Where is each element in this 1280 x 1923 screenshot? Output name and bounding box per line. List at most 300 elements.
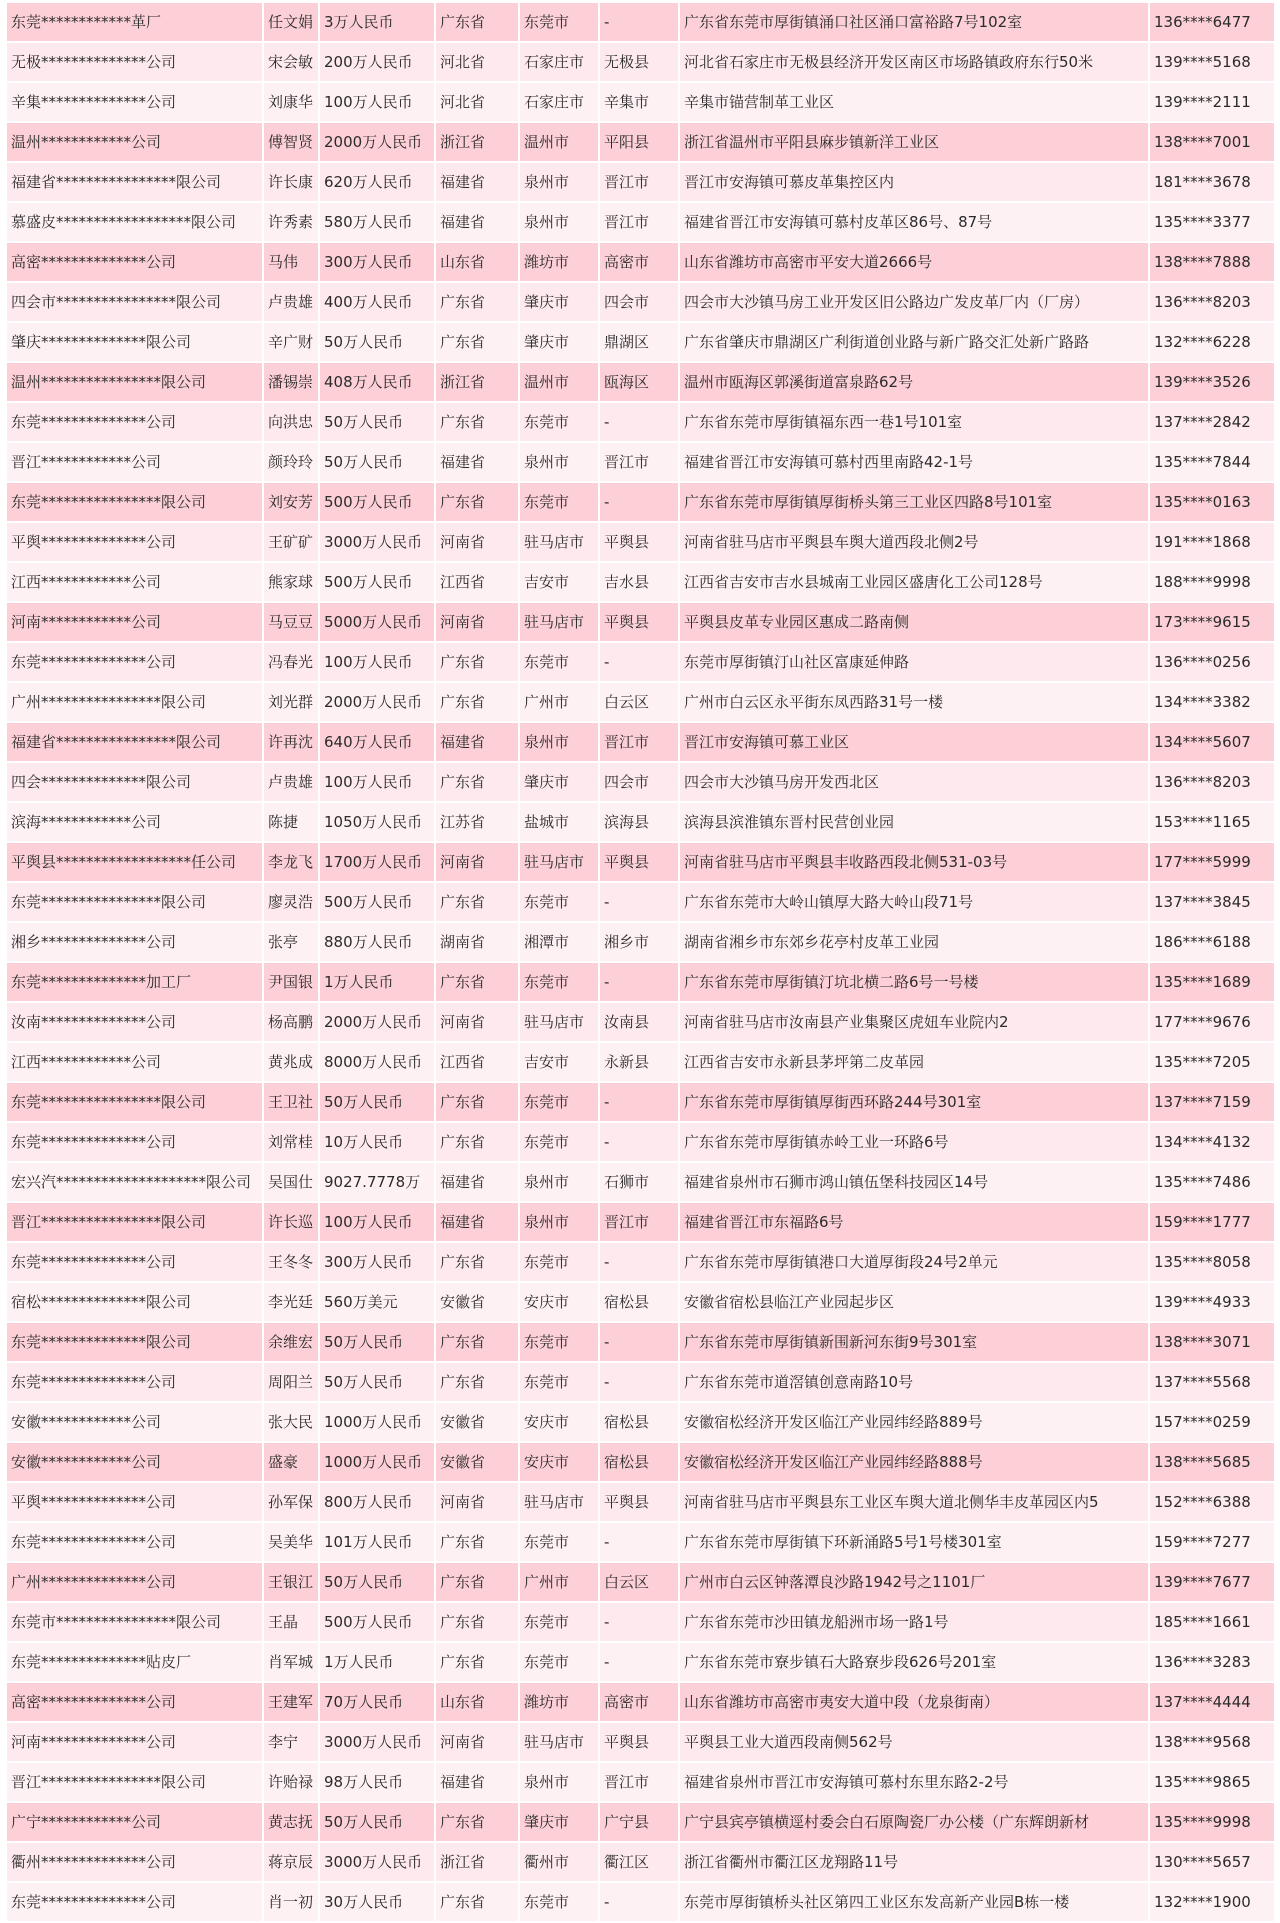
table-row <box>7 363 1274 403</box>
table-row <box>7 403 1274 443</box>
legal-person-cell: 尹国银 <box>264 963 320 1003</box>
registered-capital-cell: 300万人民币 <box>320 1243 436 1283</box>
table-row <box>7 603 1274 643</box>
company-name-cell: 福建省****************限公司 <box>7 723 264 763</box>
legal-person-cell: 马伟 <box>264 243 320 283</box>
company-name-cell: 安徽************公司 <box>7 1443 264 1483</box>
city-cell: 东莞市 <box>520 1603 600 1643</box>
company-name-cell: 湘乡**************公司 <box>7 923 264 963</box>
company-name-cell: 东莞市****************限公司 <box>7 1603 264 1643</box>
phone-cell: 137****3845 <box>1150 883 1274 923</box>
phone-cell: 173****9615 <box>1150 603 1274 643</box>
company-name-cell: 安徽************公司 <box>7 1403 264 1443</box>
registered-capital-cell: 100万人民币 <box>320 763 436 803</box>
table-row <box>7 43 1274 83</box>
registered-capital-cell: 50万人民币 <box>320 1563 436 1603</box>
city-cell: 驻马店市 <box>520 603 600 643</box>
legal-person-cell: 熊家球 <box>264 563 320 603</box>
table-row <box>7 1603 1274 1643</box>
registered-capital-cell: 5000万人民币 <box>320 603 436 643</box>
registered-capital-cell: 2000万人民币 <box>320 123 436 163</box>
district-cell: - <box>600 3 680 43</box>
table-row <box>7 1363 1274 1403</box>
district-cell: 永新县 <box>600 1043 680 1083</box>
registered-capital-cell: 50万人民币 <box>320 1363 436 1403</box>
registered-capital-cell: 880万人民币 <box>320 923 436 963</box>
city-cell: 泉州市 <box>520 1763 600 1803</box>
registered-capital-cell: 50万人民币 <box>320 1803 436 1843</box>
province-cell: 广东省 <box>436 1883 520 1923</box>
legal-person-cell: 黄兆成 <box>264 1043 320 1083</box>
district-cell: 晋江市 <box>600 163 680 203</box>
address-cell: 福建省晋江市安海镇可慕村皮革区86号、87号 <box>680 203 1150 243</box>
registered-capital-cell: 30万人民币 <box>320 1883 436 1923</box>
address-cell: 安徽省宿松县临江产业园起步区 <box>680 1283 1150 1323</box>
city-cell: 潍坊市 <box>520 243 600 283</box>
registered-capital-cell: 620万人民币 <box>320 163 436 203</box>
address-cell: 广东省东莞市厚街镇港口大道厚街段24号2单元 <box>680 1243 1150 1283</box>
legal-person-cell: 宋会敏 <box>264 43 320 83</box>
city-cell: 东莞市 <box>520 1523 600 1563</box>
province-cell: 湖南省 <box>436 923 520 963</box>
table-row <box>7 1843 1274 1883</box>
province-cell: 福建省 <box>436 443 520 483</box>
registered-capital-cell: 50万人民币 <box>320 323 436 363</box>
address-cell: 河南省驻马店市平舆县丰收路西段北侧531-03号 <box>680 843 1150 883</box>
address-cell: 广东省肇庆市鼎湖区广利街道创业路与新广路交汇处新广路路 <box>680 323 1150 363</box>
legal-person-cell: 王晶 <box>264 1603 320 1643</box>
company-name-cell: 晋江************公司 <box>7 443 264 483</box>
province-cell: 浙江省 <box>436 123 520 163</box>
company-name-cell: 江西************公司 <box>7 563 264 603</box>
address-cell: 安徽宿松经济开发区临江产业园纬经路889号 <box>680 1403 1150 1443</box>
company-name-cell: 温州****************限公司 <box>7 363 264 403</box>
phone-cell: 135****3377 <box>1150 203 1274 243</box>
city-cell: 东莞市 <box>520 1323 600 1363</box>
legal-person-cell: 许贻禄 <box>264 1763 320 1803</box>
registered-capital-cell: 100万人民币 <box>320 83 436 123</box>
phone-cell: 153****1165 <box>1150 803 1274 843</box>
table-row <box>7 1683 1274 1723</box>
province-cell: 浙江省 <box>436 363 520 403</box>
address-cell: 福建省泉州市晋江市安海镇可慕村东里东路2-2号 <box>680 1763 1150 1803</box>
table-row <box>7 883 1274 923</box>
registered-capital-cell: 3000万人民币 <box>320 1843 436 1883</box>
address-cell: 广东省东莞市厚街镇福东西一巷1号101室 <box>680 403 1150 443</box>
province-cell: 福建省 <box>436 723 520 763</box>
company-name-cell: 宿松**************限公司 <box>7 1283 264 1323</box>
legal-person-cell: 张亭 <box>264 923 320 963</box>
province-cell: 广东省 <box>436 1603 520 1643</box>
registered-capital-cell: 70万人民币 <box>320 1683 436 1723</box>
company-name-cell: 河南************公司 <box>7 603 264 643</box>
phone-cell: 137****7159 <box>1150 1083 1274 1123</box>
table-row <box>7 1043 1274 1083</box>
table-row <box>7 163 1274 203</box>
city-cell: 泉州市 <box>520 203 600 243</box>
province-cell: 广东省 <box>436 483 520 523</box>
district-cell: - <box>600 1603 680 1643</box>
district-cell: 宿松县 <box>600 1403 680 1443</box>
city-cell: 泉州市 <box>520 163 600 203</box>
city-cell: 肇庆市 <box>520 323 600 363</box>
phone-cell: 139****4933 <box>1150 1283 1274 1323</box>
district-cell: - <box>600 1123 680 1163</box>
registered-capital-cell: 50万人民币 <box>320 443 436 483</box>
city-cell: 驻马店市 <box>520 1483 600 1523</box>
table-row <box>7 3 1274 43</box>
registered-capital-cell: 9027.7778万 <box>320 1163 436 1203</box>
phone-cell: 134****5607 <box>1150 723 1274 763</box>
legal-person-cell: 吴美华 <box>264 1523 320 1563</box>
province-cell: 广东省 <box>436 1323 520 1363</box>
company-name-cell: 广宁************公司 <box>7 1803 264 1843</box>
address-cell: 河南省驻马店市平舆县车舆大道西段北侧2号 <box>680 523 1150 563</box>
district-cell: 瓯海区 <box>600 363 680 403</box>
phone-cell: 138****5685 <box>1150 1443 1274 1483</box>
phone-cell: 137****5568 <box>1150 1363 1274 1403</box>
city-cell: 潍坊市 <box>520 1683 600 1723</box>
company-name-cell: 肇庆**************限公司 <box>7 323 264 363</box>
address-cell: 广东省东莞市厚街镇汀坑北横二路6号一号楼 <box>680 963 1150 1003</box>
province-cell: 江苏省 <box>436 803 520 843</box>
table-row <box>7 123 1274 163</box>
table-row <box>7 483 1274 523</box>
phone-cell: 138****7888 <box>1150 243 1274 283</box>
province-cell: 广东省 <box>436 683 520 723</box>
province-cell: 江西省 <box>436 1043 520 1083</box>
table-row <box>7 1003 1274 1043</box>
company-name-cell: 晋江****************限公司 <box>7 1763 264 1803</box>
company-name-cell: 东莞**************公司 <box>7 1243 264 1283</box>
legal-person-cell: 刘安芳 <box>264 483 320 523</box>
province-cell: 安徽省 <box>436 1443 520 1483</box>
legal-person-cell: 王银江 <box>264 1563 320 1603</box>
phone-cell: 138****9568 <box>1150 1723 1274 1763</box>
phone-cell: 191****1868 <box>1150 523 1274 563</box>
phone-cell: 132****1900 <box>1150 1883 1274 1923</box>
registered-capital-cell: 400万人民币 <box>320 283 436 323</box>
city-cell: 石家庄市 <box>520 43 600 83</box>
registered-capital-cell: 50万人民币 <box>320 1083 436 1123</box>
company-table <box>7 3 1274 1923</box>
phone-cell: 137****4444 <box>1150 1683 1274 1723</box>
legal-person-cell: 卢贵雄 <box>264 763 320 803</box>
province-cell: 山东省 <box>436 243 520 283</box>
table-row <box>7 643 1274 683</box>
address-cell: 安徽宿松经济开发区临江产业园纬经路888号 <box>680 1443 1150 1483</box>
legal-person-cell: 刘常桂 <box>264 1123 320 1163</box>
city-cell: 温州市 <box>520 363 600 403</box>
phone-cell: 138****3071 <box>1150 1323 1274 1363</box>
address-cell: 福建省晋江市安海镇可慕村西里南路42-1号 <box>680 443 1150 483</box>
phone-cell: 136****8203 <box>1150 763 1274 803</box>
table-row <box>7 1403 1274 1443</box>
province-cell: 福建省 <box>436 1203 520 1243</box>
table-row <box>7 683 1274 723</box>
address-cell: 东莞市厚街镇汀山社区富康延伸路 <box>680 643 1150 683</box>
legal-person-cell: 李光廷 <box>264 1283 320 1323</box>
registered-capital-cell: 100万人民币 <box>320 1203 436 1243</box>
company-name-cell: 温州************公司 <box>7 123 264 163</box>
registered-capital-cell: 1万人民币 <box>320 963 436 1003</box>
legal-person-cell: 任文娟 <box>264 3 320 43</box>
district-cell: 汝南县 <box>600 1003 680 1043</box>
province-cell: 广东省 <box>436 1803 520 1843</box>
address-cell: 广东省东莞市厚街镇下环新涌路5号1号楼301室 <box>680 1523 1150 1563</box>
city-cell: 泉州市 <box>520 1163 600 1203</box>
city-cell: 东莞市 <box>520 1083 600 1123</box>
province-cell: 福建省 <box>436 163 520 203</box>
address-cell: 广宁县宾亭镇横逕村委会白石原陶瓷厂办公楼（广东辉朗新材 <box>680 1803 1150 1843</box>
legal-person-cell: 陈捷 <box>264 803 320 843</box>
phone-cell: 185****1661 <box>1150 1603 1274 1643</box>
company-name-cell: 东莞**************公司 <box>7 1523 264 1563</box>
city-cell: 广州市 <box>520 683 600 723</box>
district-cell: - <box>600 1323 680 1363</box>
company-name-cell: 晋江****************限公司 <box>7 1203 264 1243</box>
province-cell: 河南省 <box>436 1003 520 1043</box>
city-cell: 东莞市 <box>520 1123 600 1163</box>
company-name-cell: 广州**************公司 <box>7 1563 264 1603</box>
registered-capital-cell: 640万人民币 <box>320 723 436 763</box>
city-cell: 石家庄市 <box>520 83 600 123</box>
district-cell: 晋江市 <box>600 1763 680 1803</box>
phone-cell: 135****7844 <box>1150 443 1274 483</box>
phone-cell: 139****3526 <box>1150 363 1274 403</box>
legal-person-cell: 王建军 <box>264 1683 320 1723</box>
city-cell: 驻马店市 <box>520 1723 600 1763</box>
district-cell: - <box>600 1243 680 1283</box>
company-name-cell: 平舆县******************任公司 <box>7 843 264 883</box>
company-name-cell: 东莞**************贴皮厂 <box>7 1643 264 1683</box>
table-row <box>7 843 1274 883</box>
address-cell: 河南省驻马店市平舆县东工业区车舆大道北侧华丰皮革园区内5 <box>680 1483 1150 1523</box>
phone-cell: 186****6188 <box>1150 923 1274 963</box>
district-cell: 无极县 <box>600 43 680 83</box>
province-cell: 广东省 <box>436 1363 520 1403</box>
legal-person-cell: 周阳兰 <box>264 1363 320 1403</box>
registered-capital-cell: 200万人民币 <box>320 43 436 83</box>
address-cell: 平舆县工业大道西段南侧562号 <box>680 1723 1150 1763</box>
legal-person-cell: 冯春光 <box>264 643 320 683</box>
legal-person-cell: 李宁 <box>264 1723 320 1763</box>
province-cell: 广东省 <box>436 283 520 323</box>
province-cell: 广东省 <box>436 1643 520 1683</box>
phone-cell: 177****5999 <box>1150 843 1274 883</box>
city-cell: 东莞市 <box>520 403 600 443</box>
province-cell: 广东省 <box>436 1083 520 1123</box>
table-row <box>7 1483 1274 1523</box>
registered-capital-cell: 500万人民币 <box>320 883 436 923</box>
city-cell: 驻马店市 <box>520 1003 600 1043</box>
registered-capital-cell: 1700万人民币 <box>320 843 436 883</box>
phone-cell: 130****5657 <box>1150 1843 1274 1883</box>
company-name-cell: 东莞**************公司 <box>7 643 264 683</box>
address-cell: 广东省东莞市大岭山镇厚大路大岭山段71号 <box>680 883 1150 923</box>
table-row <box>7 203 1274 243</box>
table-row <box>7 323 1274 363</box>
district-cell: 高密市 <box>600 243 680 283</box>
city-cell: 吉安市 <box>520 1043 600 1083</box>
registered-capital-cell: 300万人民币 <box>320 243 436 283</box>
district-cell: 宿松县 <box>600 1283 680 1323</box>
legal-person-cell: 颜玲玲 <box>264 443 320 483</box>
phone-cell: 157****0259 <box>1150 1403 1274 1443</box>
district-cell: 宿松县 <box>600 1443 680 1483</box>
province-cell: 河南省 <box>436 843 520 883</box>
address-cell: 广东省东莞市厚街镇厚街西环路244号301室 <box>680 1083 1150 1123</box>
phone-cell: 135****7486 <box>1150 1163 1274 1203</box>
province-cell: 福建省 <box>436 203 520 243</box>
legal-person-cell: 许长康 <box>264 163 320 203</box>
registered-capital-cell: 100万人民币 <box>320 643 436 683</box>
address-cell: 平舆县皮革专业园区惠成二路南侧 <box>680 603 1150 643</box>
address-cell: 四会市大沙镇马房开发西北区 <box>680 763 1150 803</box>
address-cell: 辛集市锚营制革工业区 <box>680 83 1150 123</box>
address-cell: 广东省东莞市寮步镇石大路寮步段626号201室 <box>680 1643 1150 1683</box>
phone-cell: 188****9998 <box>1150 563 1274 603</box>
company-name-cell: 东莞**************加工厂 <box>7 963 264 1003</box>
district-cell: - <box>600 643 680 683</box>
legal-person-cell: 向洪忠 <box>264 403 320 443</box>
province-cell: 安徽省 <box>436 1403 520 1443</box>
address-cell: 广东省东莞市沙田镇龙船洲市场一路1号 <box>680 1603 1150 1643</box>
registered-capital-cell: 50万人民币 <box>320 1323 436 1363</box>
address-cell: 四会市大沙镇马房工业开发区旧公路边广发皮革厂内（厂房） <box>680 283 1150 323</box>
registered-capital-cell: 3000万人民币 <box>320 523 436 563</box>
city-cell: 温州市 <box>520 123 600 163</box>
province-cell: 江西省 <box>436 563 520 603</box>
table-row <box>7 1563 1274 1603</box>
registered-capital-cell: 500万人民币 <box>320 483 436 523</box>
province-cell: 广东省 <box>436 1123 520 1163</box>
city-cell: 安庆市 <box>520 1443 600 1483</box>
province-cell: 福建省 <box>436 1163 520 1203</box>
legal-person-cell: 黄志抚 <box>264 1803 320 1843</box>
registered-capital-cell: 3万人民币 <box>320 3 436 43</box>
district-cell: 滨海县 <box>600 803 680 843</box>
phone-cell: 136****0256 <box>1150 643 1274 683</box>
province-cell: 广东省 <box>436 1523 520 1563</box>
district-cell: 晋江市 <box>600 203 680 243</box>
district-cell: 平阳县 <box>600 123 680 163</box>
city-cell: 广州市 <box>520 1563 600 1603</box>
legal-person-cell: 马豆豆 <box>264 603 320 643</box>
registered-capital-cell: 1050万人民币 <box>320 803 436 843</box>
province-cell: 广东省 <box>436 643 520 683</box>
registered-capital-cell: 560万美元 <box>320 1283 436 1323</box>
table-row <box>7 1123 1274 1163</box>
phone-cell: 139****5168 <box>1150 43 1274 83</box>
registered-capital-cell: 1000万人民币 <box>320 1403 436 1443</box>
legal-person-cell: 许长巡 <box>264 1203 320 1243</box>
city-cell: 吉安市 <box>520 563 600 603</box>
district-cell: - <box>600 1363 680 1403</box>
address-cell: 浙江省衢州市衢江区龙翔路11号 <box>680 1843 1150 1883</box>
table-row <box>7 1723 1274 1763</box>
district-cell: 广宁县 <box>600 1803 680 1843</box>
city-cell: 东莞市 <box>520 483 600 523</box>
address-cell: 广东省东莞市厚街镇新围新河东街9号301室 <box>680 1323 1150 1363</box>
address-cell: 广州市白云区钟落潭良沙路1942号之1101厂 <box>680 1563 1150 1603</box>
registered-capital-cell: 2000万人民币 <box>320 683 436 723</box>
legal-person-cell: 张大民 <box>264 1403 320 1443</box>
city-cell: 安庆市 <box>520 1283 600 1323</box>
table-row <box>7 1323 1274 1363</box>
district-cell: 晋江市 <box>600 443 680 483</box>
company-name-cell: 东莞**************公司 <box>7 403 264 443</box>
phone-cell: 135****9998 <box>1150 1803 1274 1843</box>
province-cell: 河南省 <box>436 603 520 643</box>
company-name-cell: 四会**************限公司 <box>7 763 264 803</box>
company-name-cell: 慕盛皮******************限公司 <box>7 203 264 243</box>
phone-cell: 135****0163 <box>1150 483 1274 523</box>
registered-capital-cell: 500万人民币 <box>320 563 436 603</box>
district-cell: 平舆县 <box>600 843 680 883</box>
city-cell: 衢州市 <box>520 1843 600 1883</box>
company-name-cell: 无极**************公司 <box>7 43 264 83</box>
district-cell: 石狮市 <box>600 1163 680 1203</box>
district-cell: 平舆县 <box>600 1723 680 1763</box>
legal-person-cell: 廖灵浩 <box>264 883 320 923</box>
legal-person-cell: 卢贵雄 <box>264 283 320 323</box>
city-cell: 泉州市 <box>520 723 600 763</box>
table-row <box>7 1643 1274 1683</box>
registered-capital-cell: 10万人民币 <box>320 1123 436 1163</box>
legal-person-cell: 刘康华 <box>264 83 320 123</box>
company-name-cell: 广州****************限公司 <box>7 683 264 723</box>
city-cell: 东莞市 <box>520 1883 600 1923</box>
company-name-cell: 东莞**************限公司 <box>7 1323 264 1363</box>
table-row <box>7 1443 1274 1483</box>
table-row <box>7 283 1274 323</box>
province-cell: 广东省 <box>436 1563 520 1603</box>
legal-person-cell: 傅智贤 <box>264 123 320 163</box>
legal-person-cell: 潘锡崇 <box>264 363 320 403</box>
phone-cell: 134****4132 <box>1150 1123 1274 1163</box>
address-cell: 福建省泉州市石狮市鸿山镇伍堡科技园区14号 <box>680 1163 1150 1203</box>
table-row <box>7 923 1274 963</box>
table-row <box>7 1083 1274 1123</box>
phone-cell: 135****8058 <box>1150 1243 1274 1283</box>
phone-cell: 181****3678 <box>1150 163 1274 203</box>
table-row <box>7 1883 1274 1923</box>
address-cell: 江西省吉安市吉水县城南工业园区盛唐化工公司128号 <box>680 563 1150 603</box>
table-row <box>7 1523 1274 1563</box>
company-name-cell: 平舆**************公司 <box>7 1483 264 1523</box>
table-row <box>7 563 1274 603</box>
phone-cell: 132****6228 <box>1150 323 1274 363</box>
legal-person-cell: 肖一初 <box>264 1883 320 1923</box>
province-cell: 福建省 <box>436 1763 520 1803</box>
district-cell: 辛集市 <box>600 83 680 123</box>
legal-person-cell: 肖军城 <box>264 1643 320 1683</box>
legal-person-cell: 蒋京辰 <box>264 1843 320 1883</box>
phone-cell: 177****9676 <box>1150 1003 1274 1043</box>
phone-cell: 134****3382 <box>1150 683 1274 723</box>
address-cell: 晋江市安海镇可慕工业区 <box>680 723 1150 763</box>
registered-capital-cell: 3000万人民币 <box>320 1723 436 1763</box>
city-cell: 东莞市 <box>520 1643 600 1683</box>
address-cell: 福建省晋江市东福路6号 <box>680 1203 1150 1243</box>
registered-capital-cell: 2000万人民币 <box>320 1003 436 1043</box>
company-name-cell: 高密**************公司 <box>7 243 264 283</box>
phone-cell: 136****3283 <box>1150 1643 1274 1683</box>
table-row <box>7 443 1274 483</box>
table-row <box>7 1163 1274 1203</box>
registered-capital-cell: 1000万人民币 <box>320 1443 436 1483</box>
